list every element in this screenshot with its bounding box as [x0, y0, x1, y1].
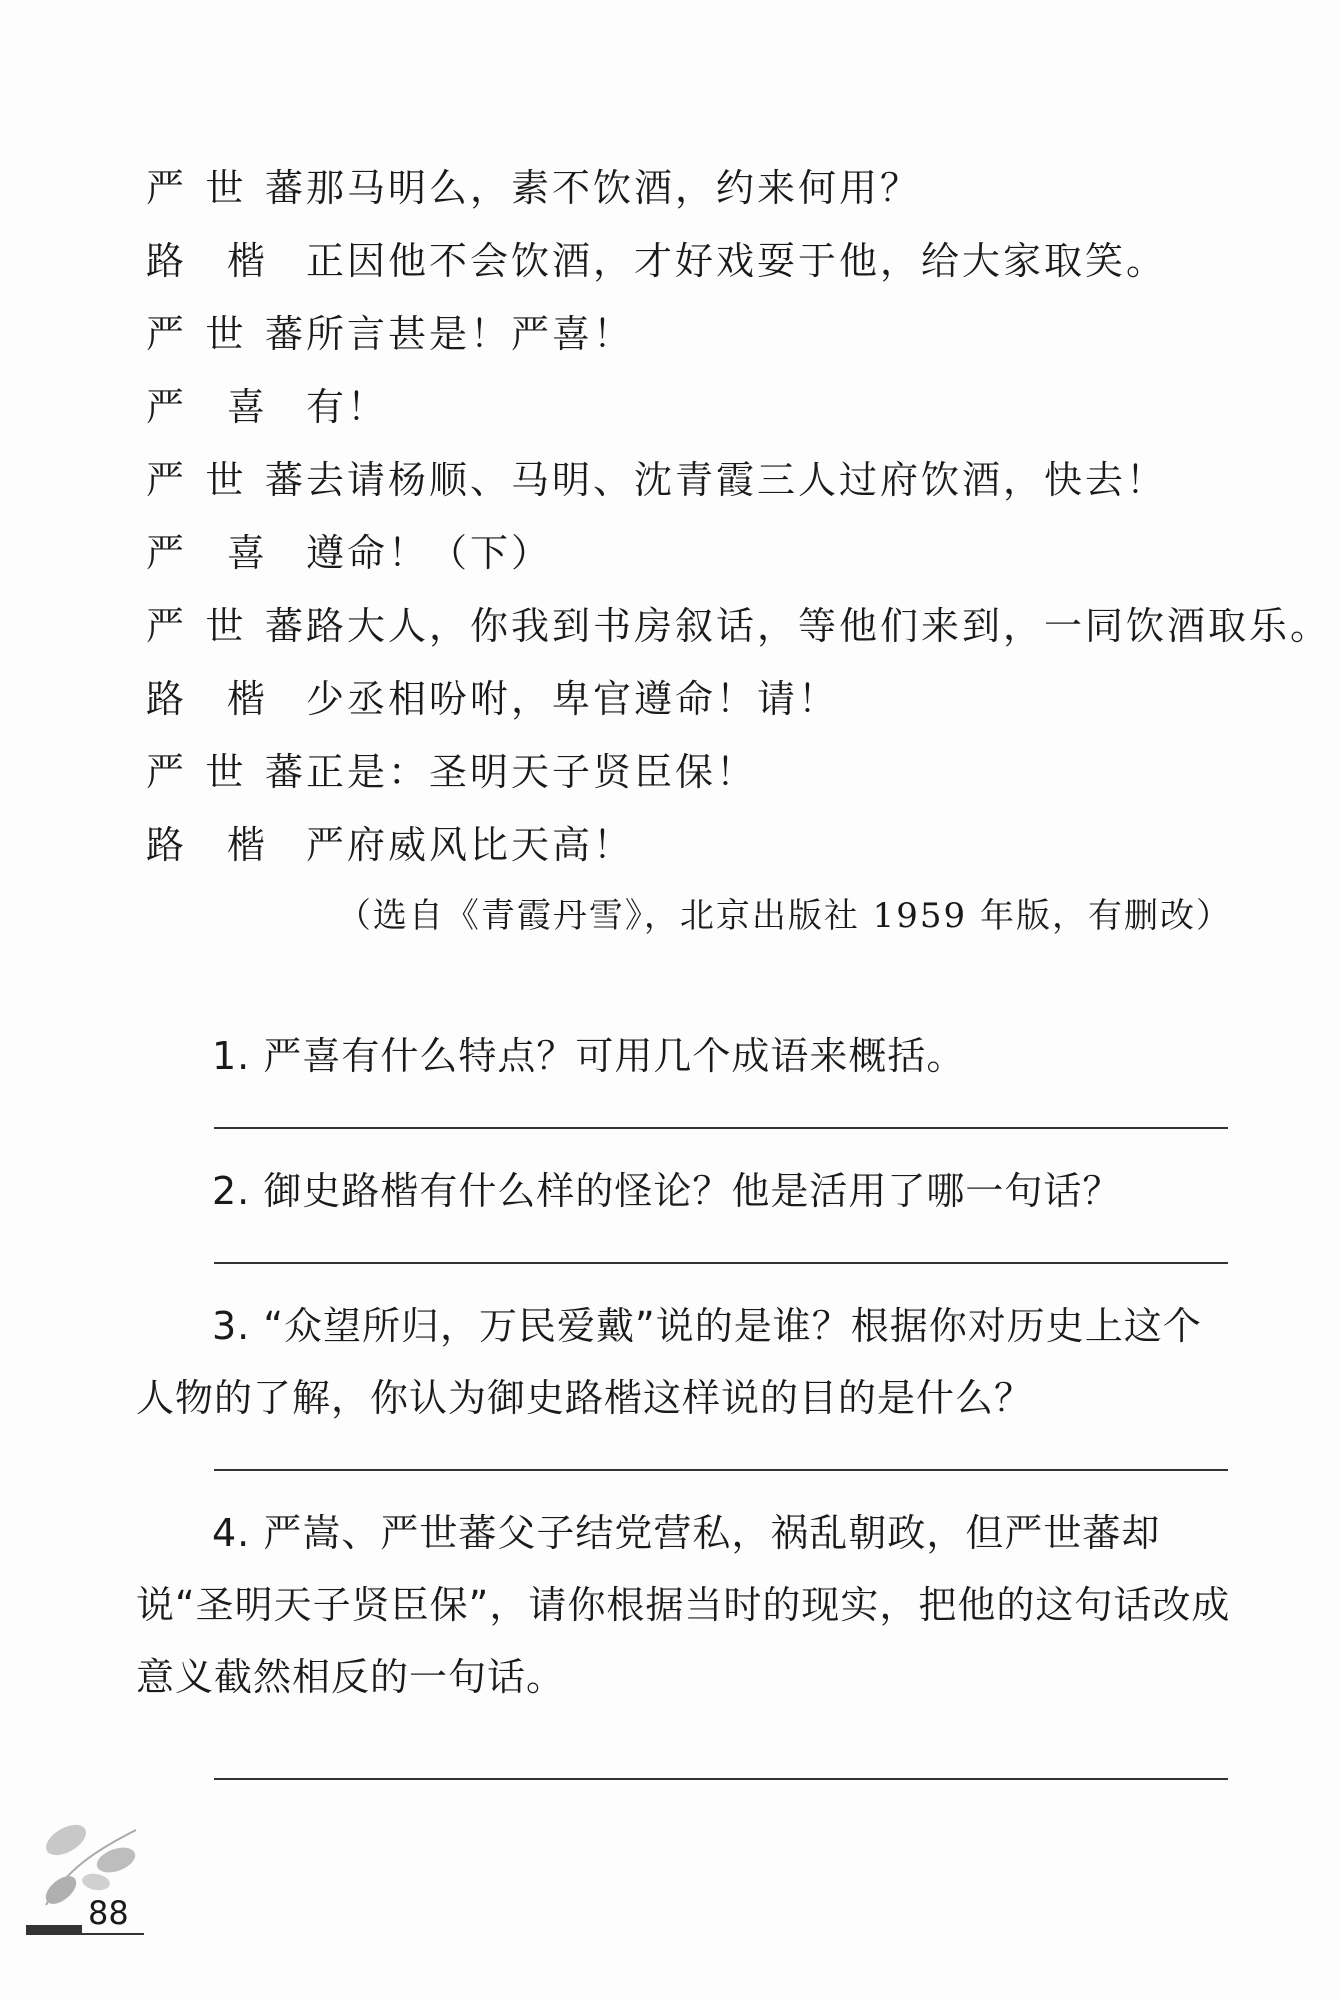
speech-text: 严府威风比天高！ — [306, 823, 635, 867]
dialogue — [146, 148, 1332, 878]
dialogue-line — [146, 440, 1246, 513]
dialogue-line — [146, 221, 1246, 294]
speaker-name: 路 楷 — [146, 823, 268, 867]
page-rule — [82, 1933, 144, 1935]
answer-line-2[interactable] — [214, 1261, 1228, 1264]
dialogue-line — [146, 659, 1246, 732]
speech-text: 去请杨顺、马明、沈青霞三人过府饮酒，快去！ — [306, 458, 1168, 502]
speaker-name: 严 世 蕃 — [146, 166, 306, 210]
speaker-name: 路 楷 — [146, 677, 268, 721]
speaker-name: 严 世 蕃 — [146, 604, 306, 648]
question-1: 1. 严喜有什么特点？可用几个成语来概括。 — [212, 1034, 966, 1078]
dialogue-line — [146, 148, 1246, 221]
page-bar — [26, 1925, 82, 1935]
speaker-name: 严 喜 — [146, 385, 268, 429]
questions — [136, 1020, 1236, 1780]
speech-text: 遵命！（下） — [306, 531, 553, 575]
speaker-name: 严 世 蕃 — [146, 750, 306, 794]
answer-line-4[interactable] — [214, 1777, 1228, 1780]
answer-line-1[interactable] — [214, 1126, 1228, 1129]
speech-text: 少丞相吩咐，卑官遵命！请！ — [306, 677, 840, 721]
dialogue-line — [146, 805, 1246, 878]
speech-text: 那马明么，素不饮酒，约来何用？ — [306, 166, 922, 210]
speech-text: 正因他不会饮酒，才好戏耍于他，给大家取笑。 — [306, 239, 1168, 283]
speaker-name: 严 世 蕃 — [146, 458, 306, 502]
speech-text: 有！ — [306, 385, 389, 429]
dialogue-line — [146, 732, 1246, 805]
speaker-name: 严 世 蕃 — [146, 312, 306, 356]
speaker-name: 路 楷 — [146, 239, 268, 283]
dialogue-line — [146, 586, 1332, 659]
speech-text: 所言甚是！严喜！ — [306, 312, 635, 356]
speech-text: 正是：圣明天子贤臣保！ — [306, 750, 758, 794]
question-3: 3. “众望所归，万民爱戴”说的是谁？根据你对历史上这个人物的了解，你认为御史路楷这样说的目的是什么？ — [136, 1304, 1202, 1420]
speaker-name: 严 喜 — [146, 531, 268, 575]
question-4: 4. 严嵩、严世蕃父子结党营私，祸乱朝政，但严世蕃却说“圣明天子贤臣保”，请你根据当时的现实，把他的这句话改成意义截然相反的一句话。 — [136, 1511, 1231, 1699]
source-citation: （选自《青霞丹雪》，北京出版社 1959 年版，有删改） — [336, 896, 1232, 936]
dialogue-line — [146, 294, 1246, 367]
speech-text: 路大人，你我到书房叙话，等他们来到，一同饮酒取乐。 — [306, 604, 1332, 648]
dialogue-line — [146, 367, 1246, 440]
page-number: 88 — [88, 1894, 129, 1932]
answer-line-3[interactable] — [214, 1468, 1228, 1471]
question-2: 2. 御史路楷有什么样的怪论？他是活用了哪一句话？ — [212, 1169, 1122, 1213]
dialogue-line — [146, 513, 1246, 586]
